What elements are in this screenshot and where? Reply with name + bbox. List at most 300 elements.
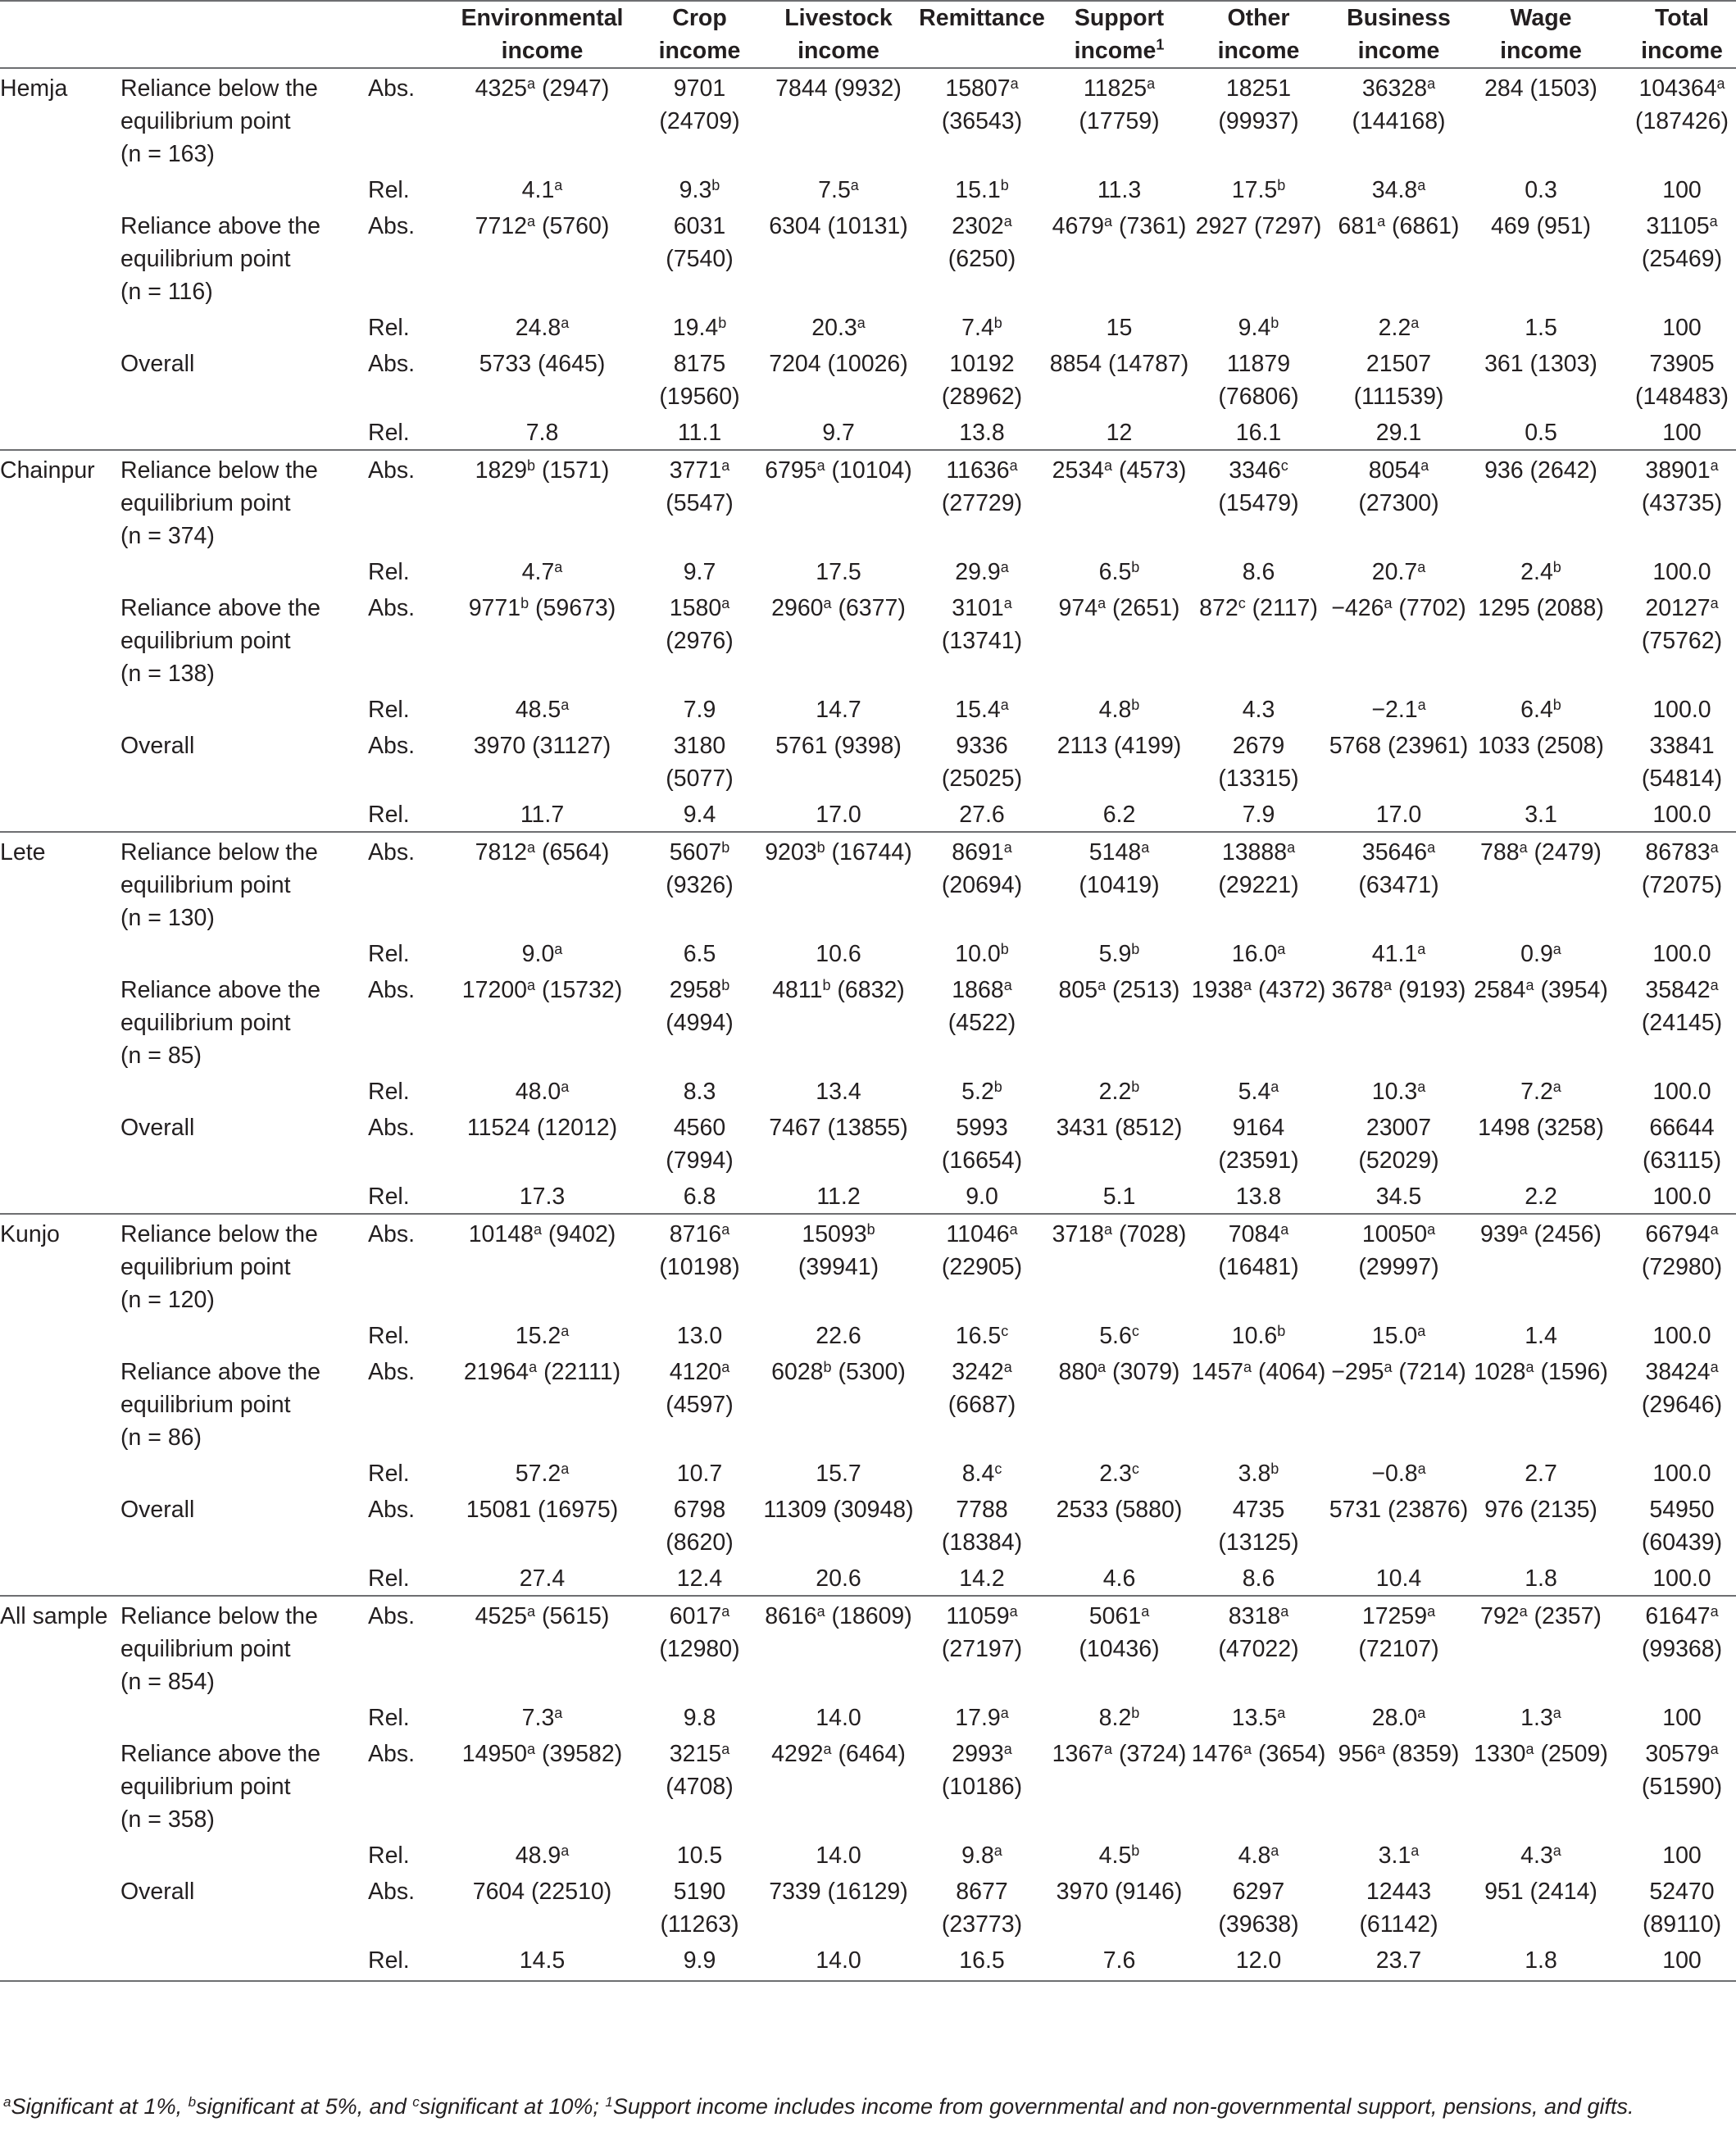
table-cell <box>447 690 638 726</box>
cell-text: 4.1 <box>521 177 555 203</box>
cell-text: 100.0 <box>1652 1184 1711 1210</box>
table-cell <box>1470 726 1611 795</box>
cell-text: 16.5 <box>955 1323 1002 1349</box>
cell-text: 11.7 <box>520 802 565 828</box>
table-cell <box>1048 1352 1190 1454</box>
table-cell <box>1470 1698 1611 1734</box>
significance-marker: a <box>1552 941 1561 957</box>
cell-text: (8359) <box>1385 1741 1460 1767</box>
cell-text: 11309 (30948) <box>763 1497 914 1523</box>
cell-text: 7.5 <box>818 177 851 203</box>
table-cell <box>1190 1177 1327 1214</box>
table-cell <box>761 1596 916 1698</box>
cell-text: (6377) <box>831 595 906 621</box>
site-name <box>0 726 120 795</box>
value-type: Rel. <box>368 177 410 203</box>
cell-text: 3180 (5077) <box>666 733 734 792</box>
table-cell <box>638 588 761 690</box>
table-cell <box>1048 1698 1190 1734</box>
table-cell <box>1611 450 1736 552</box>
value-type: Abs. <box>368 1214 447 1316</box>
significance-marker: b <box>1270 315 1279 331</box>
table-cell <box>638 450 761 552</box>
cell-text: 4679 <box>1052 213 1105 239</box>
significance-marker: b <box>1277 177 1286 193</box>
cell-text: 2.2 <box>1378 315 1411 341</box>
cell-text: 2533 (5880) <box>1056 1497 1183 1523</box>
cell-text: (5615) <box>535 1603 610 1629</box>
cell-text: 9.4 <box>683 802 716 828</box>
significance-marker: a <box>1277 941 1286 957</box>
group-label-line: Reliance above the <box>120 1741 321 1767</box>
table-cell <box>447 795 638 832</box>
value-type: Abs. <box>368 450 447 552</box>
table-cell <box>1190 344 1327 413</box>
site-name: Chainpur <box>0 450 120 552</box>
significance-marker: a <box>527 1603 536 1620</box>
table-cell <box>761 207 916 308</box>
group-label-line: (n = 120) <box>120 1287 215 1313</box>
cell-text: 2.3 <box>1099 1461 1132 1487</box>
cell-text: 54950 (60439) <box>1641 1497 1723 1556</box>
cell-text: (7214) <box>1392 1359 1466 1385</box>
significance-marker: a <box>1384 595 1393 611</box>
cell-text: (20694) <box>941 872 1023 898</box>
group-label-line: (n = 854) <box>120 1669 215 1695</box>
table-cell <box>761 413 916 450</box>
cell-text: (7028) <box>1112 1221 1187 1247</box>
significance-marker: b <box>993 315 1002 331</box>
table-cell <box>916 726 1048 795</box>
cell-text: 20.3 <box>811 315 857 341</box>
table-cell <box>761 1454 916 1490</box>
cell-text: 788 <box>1480 839 1520 866</box>
cell-text: 8318 <box>1228 1603 1281 1629</box>
table-cell <box>1611 1596 1736 1698</box>
cell-text: 17259 <box>1361 1603 1428 1629</box>
cell-text: 7.3 <box>521 1705 555 1731</box>
site-name <box>0 170 120 207</box>
value-type: Abs. <box>368 1596 447 1698</box>
table-cell <box>761 690 916 726</box>
group-label-line: equilibrium point <box>120 1254 291 1280</box>
cell-text: 5.2 <box>961 1079 994 1105</box>
table-cell <box>1048 450 1190 552</box>
table-cell <box>916 207 1048 308</box>
cell-text: 6.5 <box>1098 559 1132 585</box>
cell-text: 1457 <box>1191 1359 1244 1385</box>
table-row <box>0 726 1736 795</box>
significance-marker: a <box>554 559 563 575</box>
cell-text: 5768 (23961) <box>1329 733 1469 759</box>
cell-text: 6031 (7540) <box>666 213 734 272</box>
cell-text: 13888 <box>1221 839 1288 866</box>
site-name <box>0 1072 120 1108</box>
table-cell <box>1327 308 1470 344</box>
significance-marker: b <box>1131 559 1140 575</box>
table-cell <box>1048 344 1190 413</box>
cell-text: (3654) <box>1252 1741 1326 1767</box>
cell-text: 6017 <box>669 1603 722 1629</box>
significance-marker: a <box>561 315 570 331</box>
table-cell <box>1470 1454 1611 1490</box>
cell-text: (2947) <box>535 75 610 102</box>
table-cell <box>761 552 916 588</box>
significance-marker: a <box>1104 457 1113 474</box>
table-cell <box>1048 970 1190 1072</box>
significance-marker: a <box>1003 839 1012 856</box>
cell-text: (2509) <box>1534 1741 1608 1767</box>
cell-text: 9.7 <box>822 420 855 446</box>
table-cell <box>447 1596 638 1698</box>
significance-marker: a <box>1716 75 1725 92</box>
site-name <box>0 934 120 970</box>
table-cell <box>1048 1316 1190 1352</box>
table-cell <box>1470 1352 1611 1454</box>
cell-text: 4.3 <box>1242 697 1275 723</box>
table-cell <box>1611 413 1736 450</box>
cell-text: 19.4 <box>672 315 719 341</box>
cell-text: (15479) <box>1218 490 1299 516</box>
group-label-line: Overall <box>120 1497 195 1523</box>
table-row <box>0 1490 1736 1559</box>
table-cell <box>1327 1872 1470 1941</box>
cell-text: 4292 <box>771 1741 824 1767</box>
table-cell <box>1611 1108 1736 1177</box>
significance-marker: a <box>1427 1603 1436 1620</box>
cell-text: 8854 (14787) <box>1049 351 1189 377</box>
group-label <box>120 1698 368 1734</box>
table-cell <box>1190 726 1327 795</box>
cell-text: 9336 (25025) <box>941 733 1023 792</box>
cell-text: 2.2 <box>1098 1079 1132 1105</box>
table-row <box>0 934 1736 970</box>
cell-text: (29646) <box>1641 1392 1723 1418</box>
significance-marker: a <box>1710 1603 1719 1620</box>
table-cell <box>1327 1836 1470 1872</box>
cell-text: 10148 <box>468 1221 534 1247</box>
table-cell <box>1190 1108 1327 1177</box>
table-cell <box>447 1454 638 1490</box>
cell-text: 31105 <box>1646 213 1710 239</box>
site-name <box>0 690 120 726</box>
significance-marker: b <box>188 2094 197 2110</box>
cell-text: 1367 <box>1052 1741 1105 1767</box>
table-cell <box>1327 1596 1470 1698</box>
group-label <box>120 726 368 795</box>
significance-marker: b <box>822 977 831 993</box>
significance-marker: a <box>1427 1221 1436 1238</box>
cell-text: 6.2 <box>1102 802 1136 828</box>
cell-text: (6464) <box>831 1741 906 1767</box>
cell-text: 4.8 <box>1238 1842 1271 1869</box>
cell-text: 20.7 <box>1371 559 1418 585</box>
table-cell <box>1470 413 1611 450</box>
cell-text: 7204 (10026) <box>769 351 908 377</box>
table-cell <box>1190 1941 1327 1981</box>
table-cell <box>638 1836 761 1872</box>
cell-text: 2302 <box>952 213 1004 239</box>
group-label <box>120 934 368 970</box>
cell-text: 11.2 <box>816 1184 861 1210</box>
significance-marker: a <box>1104 213 1113 229</box>
footnote-text: significant at 10%; <box>419 2094 606 2119</box>
cell-text: 6.5 <box>683 941 716 967</box>
group-label-line: Reliance above the <box>120 595 321 621</box>
column-header <box>916 1 1048 68</box>
table-cell <box>1611 1490 1736 1559</box>
cell-text: (2513) <box>1106 977 1180 1003</box>
cell-text: 1829 <box>475 457 528 484</box>
cell-text: 6304 (10131) <box>769 213 908 239</box>
table-cell <box>1048 1734 1190 1836</box>
table-cell <box>1048 1108 1190 1177</box>
cell-text: 3970 (9146) <box>1056 1879 1183 1905</box>
site-name <box>0 308 120 344</box>
value-type: Abs. <box>368 213 416 239</box>
cell-text: 30579 <box>1645 1741 1711 1767</box>
cell-text: 66644 (63115) <box>1642 1115 1722 1174</box>
table-cell <box>1048 1490 1190 1559</box>
footnote-text: Support income includes income from governmental and non-governmental support, pensions, and gifts. <box>612 2094 1634 2119</box>
table-cell <box>916 450 1048 552</box>
table-cell <box>1048 1836 1190 1872</box>
cell-text: (29997) <box>1358 1254 1439 1280</box>
cell-text: 15.1 <box>955 177 1001 203</box>
cell-text: 8.2 <box>1098 1705 1132 1731</box>
significance-marker: a <box>721 1359 730 1375</box>
site-name: Kunjo <box>0 1214 120 1316</box>
cell-text: (2976) <box>666 628 734 654</box>
group-label <box>120 450 368 552</box>
table-cell <box>1190 1072 1327 1108</box>
cell-text: 5733 (4645) <box>479 351 606 377</box>
significance-marker: a <box>1243 1359 1252 1375</box>
group-label-line: equilibrium point <box>120 1636 291 1662</box>
significance-marker: a <box>1097 977 1107 993</box>
table-cell <box>1190 1836 1327 1872</box>
significance-marker: b <box>1131 1079 1140 1095</box>
cell-text: 34.5 <box>1375 1184 1422 1210</box>
cell-text: 8691 <box>952 839 1004 866</box>
group-label-line: Overall <box>120 1115 195 1141</box>
group-label-line: equilibrium point <box>120 1392 291 1418</box>
cell-text: 3.1 <box>1378 1842 1411 1869</box>
table-cell <box>761 450 916 552</box>
table-cell <box>1611 1941 1736 1981</box>
cell-text: 21507 (111539) <box>1353 351 1444 410</box>
group-label <box>120 1316 368 1352</box>
value-type: Rel. <box>368 1941 447 1981</box>
table-cell <box>638 552 761 588</box>
table-cell <box>761 795 916 832</box>
significance-marker: b <box>1000 941 1009 957</box>
cell-text: 9.8 <box>683 1705 716 1731</box>
cell-text: (3954) <box>1534 977 1608 1003</box>
table-cell <box>638 1941 761 1981</box>
table-cell <box>1327 344 1470 413</box>
cell-text: 5061 <box>1088 1603 1142 1629</box>
cell-text: (4372) <box>1252 977 1326 1003</box>
table-cell <box>638 1596 761 1698</box>
cell-text: 7467 (13855) <box>769 1115 908 1141</box>
cell-text: 100 <box>1662 1947 1702 1974</box>
table-cell <box>1048 1596 1190 1698</box>
table-cell <box>447 1108 638 1177</box>
value-type: Abs. <box>368 1879 416 1905</box>
cell-text: 17.5 <box>816 559 861 585</box>
table-cell <box>1048 308 1190 344</box>
cell-text: 20.6 <box>816 1565 861 1592</box>
table-cell <box>1611 207 1736 308</box>
table-cell <box>1327 1177 1470 1214</box>
group-label-line: (n = 138) <box>120 661 215 687</box>
cell-text: 100 <box>1662 1842 1702 1869</box>
column-header <box>1190 1 1327 68</box>
cell-text: 2.2 <box>1525 1184 1557 1210</box>
site-name <box>0 1490 120 1559</box>
cell-text: 35842 <box>1645 977 1711 1003</box>
cell-text: (43735) <box>1641 490 1723 516</box>
significance-marker: a <box>554 941 563 957</box>
table-cell <box>1470 207 1611 308</box>
table-cell <box>761 344 916 413</box>
table-cell <box>1470 450 1611 552</box>
table-header <box>0 1 1736 68</box>
cell-text: (39941) <box>798 1254 879 1280</box>
table-row <box>0 1108 1736 1177</box>
significance-marker: a <box>533 1221 542 1238</box>
cell-text: (15732) <box>535 977 623 1003</box>
cell-text: 27.4 <box>519 1565 566 1592</box>
cell-text: (29221) <box>1218 872 1299 898</box>
cell-text: 66794 <box>1645 1221 1711 1247</box>
value-type: Rel. <box>368 1461 410 1487</box>
cell-text: 1.3 <box>1520 1705 1553 1731</box>
significance-marker: a <box>1417 697 1426 713</box>
cell-text: 11636 <box>946 457 1010 484</box>
group-label-line: Reliance below the <box>120 1221 318 1247</box>
cell-text: 41.1 <box>1371 941 1418 967</box>
table-cell <box>1611 1072 1736 1108</box>
cell-text: 100.0 <box>1652 1565 1711 1592</box>
group-label <box>120 1836 368 1872</box>
cell-text: 2927 (7297) <box>1195 213 1322 239</box>
cell-text: (4573) <box>1112 457 1187 484</box>
cell-text: 12443 (61142) <box>1359 1879 1438 1938</box>
significance-marker: a <box>3 2094 11 2110</box>
table-cell <box>1190 832 1327 934</box>
cell-text: 1938 <box>1191 977 1244 1003</box>
site-name <box>0 207 120 308</box>
significance-marker: a <box>1147 75 1156 92</box>
table-row <box>0 1454 1736 1490</box>
significance-marker: b <box>1131 941 1140 957</box>
group-label <box>120 1872 368 1941</box>
significance-marker: a <box>1417 1079 1426 1095</box>
significance-marker: c <box>1238 595 1246 611</box>
cell-text: 12.0 <box>1235 1947 1282 1974</box>
cell-text: (59673) <box>529 595 616 621</box>
table-cell <box>447 726 638 795</box>
cell-text: (24145) <box>1641 1010 1723 1036</box>
cell-text: 73905 (148483) <box>1634 351 1729 410</box>
column-header-line: Total <box>1655 5 1709 31</box>
table-cell <box>761 1108 916 1177</box>
cell-text: 956 <box>1338 1741 1378 1767</box>
cell-text: (7702) <box>1392 595 1466 621</box>
cell-text: (6250) <box>948 246 1016 272</box>
significance-marker: a <box>721 1221 730 1238</box>
significance-marker: a <box>816 457 825 474</box>
table-cell <box>1327 1454 1470 1490</box>
site-name <box>0 1454 120 1490</box>
cell-text: (39582) <box>535 1741 623 1767</box>
cell-text: 22.6 <box>816 1323 861 1349</box>
table-cell <box>1470 68 1611 170</box>
cell-text: 86783 <box>1645 839 1711 866</box>
table-cell <box>1190 795 1327 832</box>
cell-text: 5.6 <box>1099 1323 1132 1349</box>
site-name <box>0 1734 120 1836</box>
column-header-line: Support <box>1074 5 1165 31</box>
table-cell <box>638 1352 761 1454</box>
cell-text: −426 <box>1331 595 1384 621</box>
cell-text: 33841 (54814) <box>1641 733 1723 792</box>
cell-text: 13.4 <box>816 1079 861 1105</box>
significance-marker: a <box>1010 75 1019 92</box>
group-label-line: equilibrium point <box>120 108 291 134</box>
significance-marker: a <box>1417 1461 1426 1477</box>
cell-text: 7844 (9932) <box>775 75 902 102</box>
cell-text: 7339 (16129) <box>769 1879 908 1905</box>
cell-text: 3242 <box>952 1359 1004 1385</box>
cell-text: 11524 (12012) <box>466 1115 618 1141</box>
table-cell <box>447 1941 638 1981</box>
cell-text: 681 <box>1338 213 1378 239</box>
significance-marker: c <box>412 2094 420 2110</box>
group-label-line: (n = 85) <box>120 1043 202 1069</box>
cell-text: 1295 (2088) <box>1478 595 1604 621</box>
table-cell <box>1048 552 1190 588</box>
cell-text: 100.0 <box>1652 1079 1711 1105</box>
cell-text: 13.5 <box>1231 1705 1278 1731</box>
significance-marker: a <box>1097 595 1107 611</box>
site-name <box>0 1559 120 1596</box>
value-type: Abs. <box>368 595 416 621</box>
significance-marker: a <box>1384 977 1393 993</box>
group-label-line: Reliance above the <box>120 977 321 1003</box>
significance-marker: a <box>1420 457 1429 474</box>
cell-text: 17.0 <box>1375 802 1422 828</box>
table-cell <box>638 1698 761 1734</box>
significance-marker: a <box>1710 839 1719 856</box>
cell-text: 7.4 <box>961 315 994 341</box>
cell-text: (9193) <box>1392 977 1466 1003</box>
significance-marker: a <box>1277 1705 1286 1721</box>
significance-marker: b <box>1277 1323 1286 1339</box>
significance-marker: a <box>721 457 730 474</box>
table-cell <box>1470 934 1611 970</box>
table-cell <box>1611 726 1736 795</box>
cell-text: 2993 <box>952 1741 1004 1767</box>
cell-text: 11.1 <box>677 420 722 446</box>
cell-text: (72107) <box>1358 1636 1439 1662</box>
significance-marker: a <box>721 1603 730 1620</box>
table-cell <box>447 588 638 690</box>
table-row <box>0 1559 1736 1596</box>
table-cell <box>1190 1698 1327 1734</box>
